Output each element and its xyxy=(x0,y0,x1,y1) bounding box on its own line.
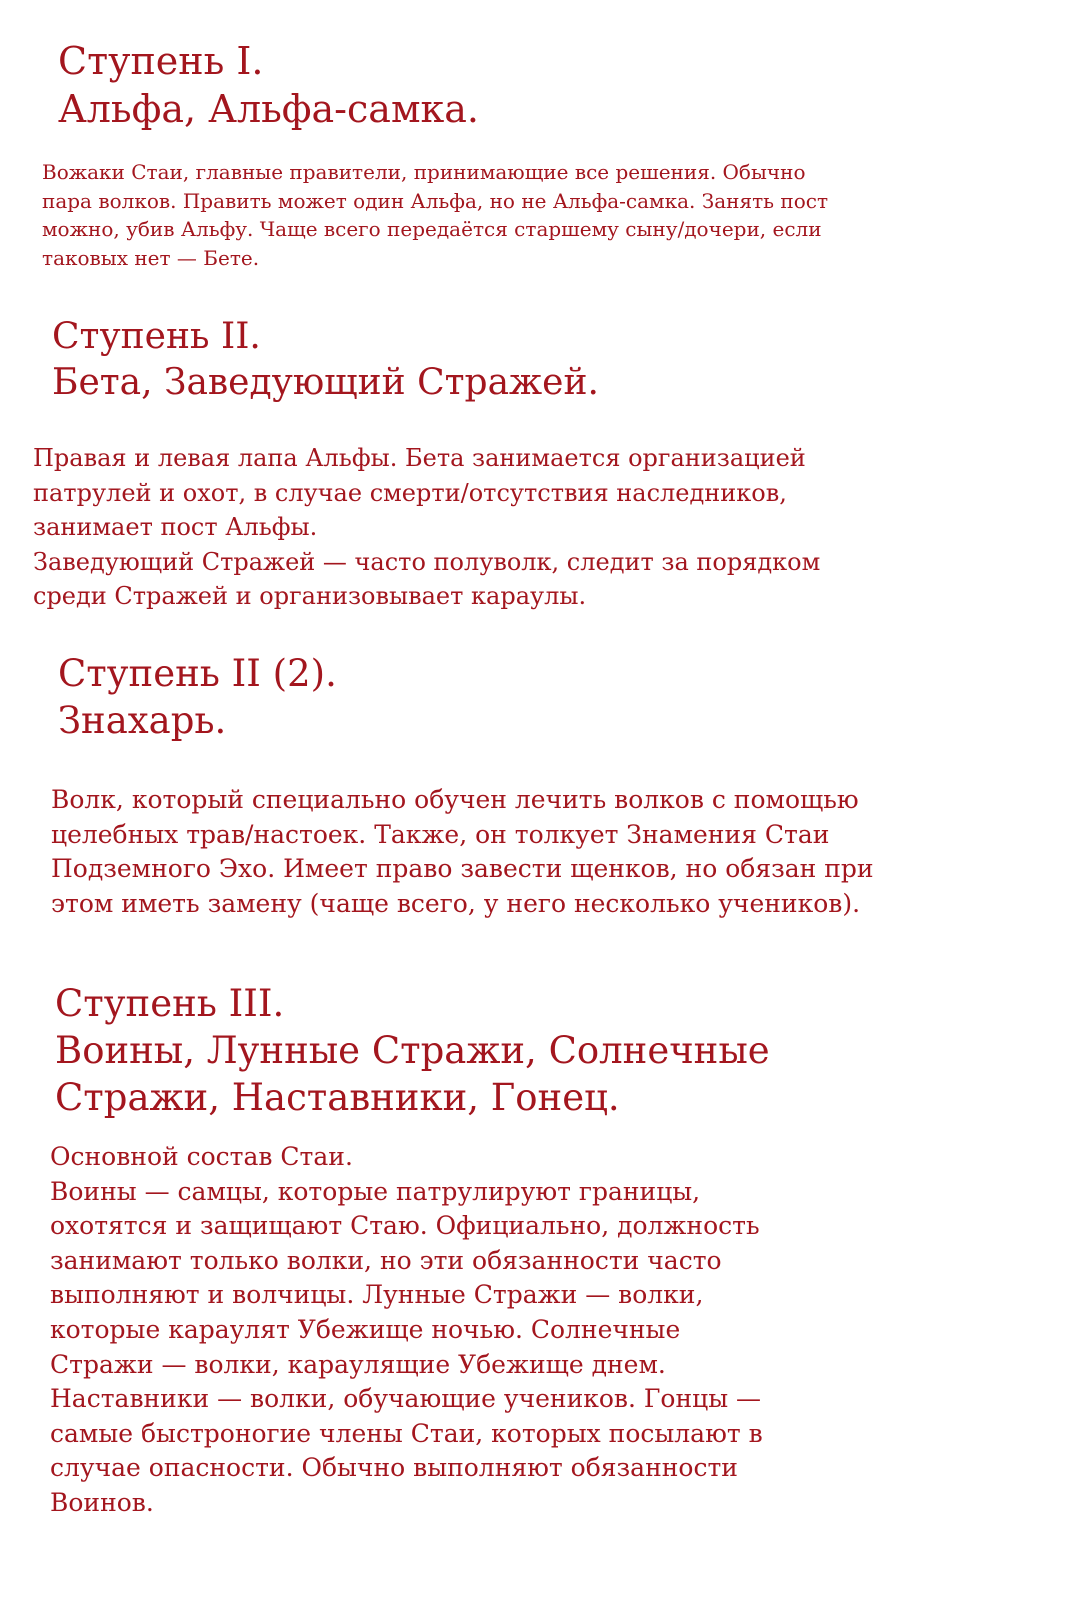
section-4-body-line: занимают только волки, но эти обязанности часто xyxy=(50,1245,722,1275)
section-2-heading-line: Бета, Заведующий Стражей. xyxy=(52,362,599,403)
section-4-body-line: выполняют и волчицы. Лунные Стражи — волки, xyxy=(50,1280,704,1310)
section-1-body-line: Вожаки Стаи, главные правители, принимающие все решения. Обычно xyxy=(42,160,806,184)
section-4-heading xyxy=(55,980,770,1121)
section-4-body-line: случае опасности. Обычно выполняют обязанности xyxy=(50,1453,738,1483)
section-3-heading-line: Ступень II (2). xyxy=(58,652,337,695)
section-2-body-line: среди Стражей и организовывает караулы. xyxy=(33,582,587,610)
section-1-heading xyxy=(58,37,479,133)
section-1-heading-line: Ступень I. xyxy=(58,39,264,83)
section-3-body-line: этом иметь замену (чаще всего, у него несколько учеников). xyxy=(51,888,861,918)
section-4-body-line: охотятся и защищают Стаю. Официально, должность xyxy=(50,1211,760,1241)
section-4-body-line: которые караулят Убежище ночью. Солнечные xyxy=(50,1314,681,1344)
section-2-body xyxy=(33,441,820,614)
section-2-body-line: Заведующий Стражей — часто полуволк, следит за порядком xyxy=(33,547,821,576)
section-4-body-line: Основной состав Стаи. xyxy=(50,1142,353,1171)
section-4-body-line: Стражи — волки, караулящие Убежище днем. xyxy=(50,1349,666,1379)
section-4-heading-line: Стражи, Наставники, Гонец. xyxy=(55,1076,620,1119)
section-4-body-line: Наставники — волки, обучающие учеников. Гонцы — xyxy=(50,1384,762,1414)
section-3-body-line: Подземного Эхо. Имеет право завести щенков, но обязан при xyxy=(51,854,874,883)
section-3-body-line: Волк, который специально обучен лечить волков с помощью xyxy=(51,785,859,814)
section-4-body xyxy=(50,1140,763,1521)
section-2-body-line: Правая и левая лапа Альфы. Бета занимается организацией xyxy=(33,444,806,472)
section-1-heading-line: Альфа, Альфа-самка. xyxy=(58,87,479,131)
section-2-body-line: патрулей и охот, в случае смерти/отсутствия наследников, xyxy=(33,478,787,507)
section-3-body xyxy=(51,783,874,921)
section-3-body-line: целебных трав/настоек. Также, он толкует Знамения Стаи xyxy=(51,819,830,849)
section-2-heading-line: Ступень II. xyxy=(52,316,261,357)
section-4-body-line: самые быстроногие члены Стаи, которых посылают в xyxy=(50,1418,763,1448)
section-3-heading-line: Знахарь. xyxy=(58,699,227,742)
section-2-body-line: занимает пост Альфы. xyxy=(33,513,318,541)
section-1-body-line: пара волков. Править может один Альфа, но не Альфа-самка. Занять пост xyxy=(42,188,829,213)
section-4-body-line: Воины — самцы, которые патрулируют границы, xyxy=(50,1176,701,1206)
section-4-heading-line: Воины, Лунные Стражи, Солнечные xyxy=(55,1029,770,1072)
section-3-heading xyxy=(58,650,337,744)
section-1-body xyxy=(42,158,828,272)
section-1-body-line: можно, убив Альфу. Чаще всего передаётся старшему сыну/дочери, если xyxy=(42,217,822,241)
section-1-body-line: таковых нет — Бете. xyxy=(42,245,260,270)
section-4-heading-line: Ступень III. xyxy=(55,982,285,1025)
section-4-body-line: Воинов. xyxy=(50,1487,154,1517)
section-2-heading xyxy=(52,314,599,406)
